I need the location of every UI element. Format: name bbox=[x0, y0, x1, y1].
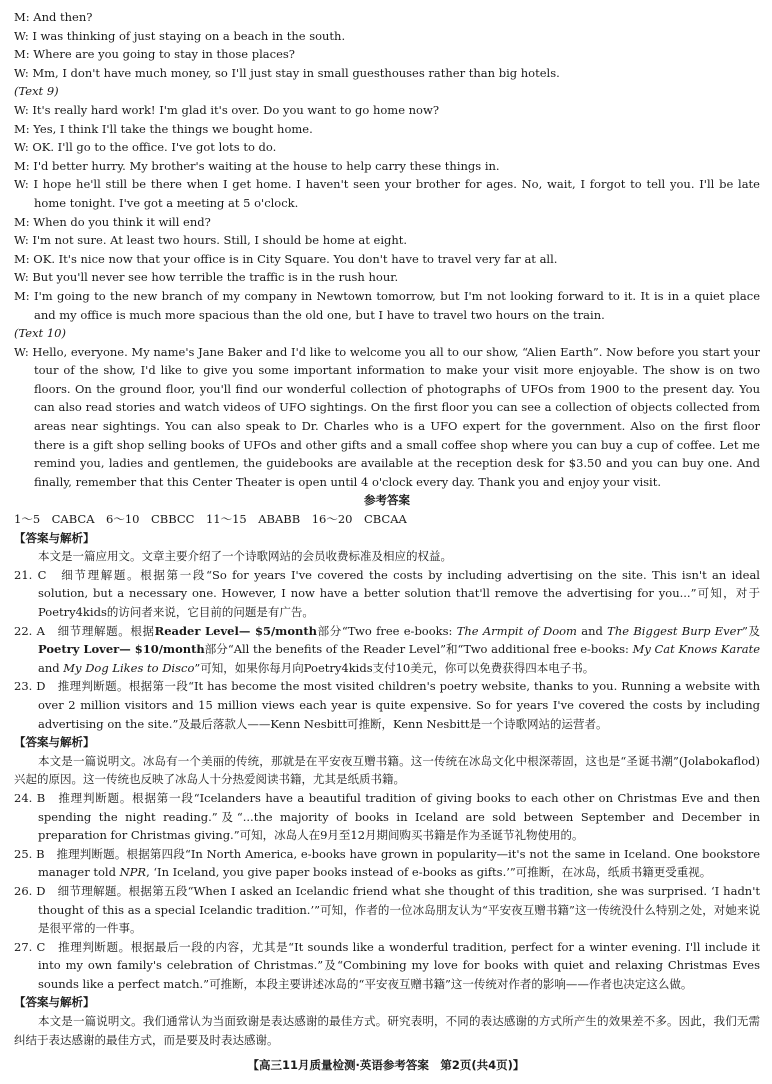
q22-text: ”可知，如果你每月向Poetry4kids支付10美元，你可以免费获得四本电子书。 bbox=[194, 660, 595, 675]
page-footer: 【高三11月质量检测·英语参考答案 第2页(共4页)】 bbox=[247, 1058, 525, 1072]
section-heading: 【答案与解析】 bbox=[14, 530, 95, 545]
book-title: My Cat Knows Karate bbox=[632, 642, 760, 657]
dialogue-line: W: OK. I'll go to the office. I've got lots to do. bbox=[14, 140, 277, 155]
reader-level-label: Reader Level— $5/month bbox=[154, 623, 318, 638]
dialogue-line: W: I'm not sure. At least two hours. Still, I should be home at eight. bbox=[14, 233, 408, 248]
question-explanation bbox=[14, 845, 760, 882]
text10-label: (Text 10) bbox=[14, 326, 66, 341]
dialogue-line: M: Where are you going to stay in those places? bbox=[14, 47, 295, 62]
book-title: My Dog Likes to Disco bbox=[63, 660, 195, 675]
question-explanation: 26. D 细节理解题。根据第五段“When I asked an Icelandic friend what she thought of this tradition, she was surprised. ‘I hadn't thought of this as a special Icelandic tradition.’”可知，作者的一位冰岛朋友认为“平安夜互赠书籍”这一传统没什么特别之处，对她来说是很平常的一件事。 bbox=[14, 883, 760, 936]
q22-text: ”及 bbox=[741, 623, 760, 638]
dialogue-line: W: It's really hard work! I'm glad it's over. Do you want to go home now? bbox=[14, 102, 439, 117]
answer-title: 参考答案 bbox=[364, 493, 410, 508]
passage-intro: 本文是一篇说明文。冰岛有一个美丽的传统，那就是在平安夜互赠书籍。这一传统在冰岛文化中根深蒂固，这也是“圣诞书潮”(Jolabokaflod)兴起的原因。这一传统也反映了冰岛人十分热爱阅读书籍，尤其是纸质书籍。 bbox=[14, 753, 760, 787]
question-explanation: 23. D 推理判断题。根据第一段“It has become the most visited children's poetry website, thanks to you. Running a website with over 2 million visitors and 15 million views each year is quite expensive. So for years I've covered the costs by including advertising on the site.”及最后落款人——Kenn Nesbitt可推断，Kenn Nesbitt是一个诗歌网站的运营者。 bbox=[14, 679, 760, 731]
text10-monologue: W: Hello, everyone. My name's Jane Baker and I'd like to welcome you all to our show, “Alien Earth”. Now before you start your tour of the show, I'd like to give you some important information to make your visit more enjoyable. The show is on two floors. On the ground floor, you'll find our wonderful collection of photographs of UFOs from 1900 to the present day. You can also read stories and watch videos of UFO sightings. On the first floor you can see a collection of objects collected from areas near sightings. You can also speak to Dr. Charles who is a UFO expert for the government. Also on the first floor there is a gift shop selling books of UFOs and other gifts and a small coffee shop where you can buy a cup of coffee. Let me remind you, ladies and gentlemen, the guidebooks are available at the reception desk for $3.50 and you can buy one. And finally, remember that this Center Theater is open until 4 o'clock every day. Thank you and enjoy your visit. bbox=[14, 344, 760, 489]
book-title: The Armpit of Doom bbox=[456, 623, 577, 638]
text9-dialogue bbox=[14, 101, 760, 324]
passage-intro: 本文是一篇应用文。文章主要介绍了一个诗歌网站的会员收费标准及相应的权益。 bbox=[38, 549, 452, 564]
section-heading: 【答案与解析】 bbox=[14, 995, 95, 1010]
book-title: The Biggest Burp Ever bbox=[607, 623, 742, 638]
dialogue-part1 bbox=[14, 8, 760, 82]
dialogue-line: W: I was thinking of just staying on a beach in the south. bbox=[14, 28, 346, 43]
question-explanation bbox=[14, 622, 760, 678]
question-explanation: 21. C 细节理解题。根据第一段“So for years I've covered the costs by including advertising on the site. This isn't an ideal solution, but a necessary one. However, I now have a better solution that'll remove the advertising for you...”可知，对于Poetry4kids的访问者来说，它目前的问题是有广告。 bbox=[14, 567, 760, 619]
dialogue-line: M: OK. It's nice now that your office is in City Square. You don't have to travel very far at all. bbox=[14, 251, 558, 266]
q22-text: 22. A 细节理解题。根据 bbox=[14, 623, 155, 638]
q22-text: 部分“Two free e-books: bbox=[317, 623, 457, 638]
source-name: NPR bbox=[119, 865, 147, 880]
q25-text: , ‘In Iceland, you give paper books instead of e-books as gifts.’”可推断，在冰岛，纸质书籍更受重视。 bbox=[146, 865, 712, 880]
answer-keys: 1～5 CABCA 6～10 CBBCC 11～15 ABABB 16～20 CBCAA bbox=[14, 512, 407, 527]
q22-text: and bbox=[38, 660, 64, 675]
dialogue-line: M: I'd better hurry. My brother's waiting at the house to help carry these things in. bbox=[14, 158, 500, 173]
answer-key-page bbox=[14, 8, 760, 1049]
text9-label: (Text 9) bbox=[14, 84, 59, 99]
dialogue-line: M: And then? bbox=[14, 10, 93, 24]
q25-text: 25. B 推理判断题。根据第四段“In North America, e-books have grown in popularity—it's not the same in Iceland. One bookstore manager told bbox=[14, 846, 760, 880]
passage-intro: 本文是一篇说明文。我们通常认为当面致谢是表达感谢的最佳方式。研究表明，不同的表达感谢的方式所产生的效果差不多。因此，我们无需纠结于表达感谢的最佳方式，而是要及时表达感谢。 bbox=[14, 1014, 760, 1047]
dialogue-line: M: When do you think it will end? bbox=[14, 214, 211, 229]
section-heading: 【答案与解析】 bbox=[14, 735, 95, 750]
dialogue-line: W: I hope he'll still be there when I get home. I haven't seen your brother for ages. No, wait, I forgot to tell you. I'll be late home tonight. I've got a meeting at 5 o'clock. bbox=[14, 177, 760, 210]
dialogue-line: M: I'm going to the new branch of my company in Newtown tomorrow, but I'm not looking forward to it. It is in a quiet place and my office is much more spacious than the old one, but I have to travel two hours on the train. bbox=[14, 288, 760, 322]
dialogue-line: M: Yes, I think I'll take the things we bought home. bbox=[14, 121, 313, 136]
question-explanation: 27. C 推理判断题。根据最后一段的内容，尤其是“It sounds like a wonderful tradition, perfect for a winter evening. I'll include it into my own family's celebration of Christmas.”及“Combining my love for books with quiet and relaxing Christmas Eves sounds like a perfect match.”可推断，本段主要讲述冰岛的“平安夜互赠书籍”这一传统对作者的影响——作者也决定这么做。 bbox=[14, 939, 760, 991]
dialogue-line: W: Mm, I don't have much money, so I'll just stay in small guesthouses rather than big hotels. bbox=[14, 65, 560, 80]
q22-text: and bbox=[576, 623, 608, 638]
poetry-lover-label: Poetry Lover— $10/month bbox=[38, 642, 205, 657]
dialogue-line: W: But you'll never see how terrible the traffic is in the rush hour. bbox=[14, 270, 399, 285]
q22-text: 部分“All the benefits of the Reader Level”和“Two additional free e-books: bbox=[204, 642, 633, 657]
question-explanation: 24. B 推理判断题。根据第一段“Icelanders have a beautiful tradition of giving books to each other on Christmas Eve and then spending the night reading.”及“...the majority of books in Iceland are sold between September and December in preparation for Christmas giving.”可知，冰岛人在9月至12月期间购买书籍是作为圣诞节礼物使用的。 bbox=[14, 790, 760, 843]
